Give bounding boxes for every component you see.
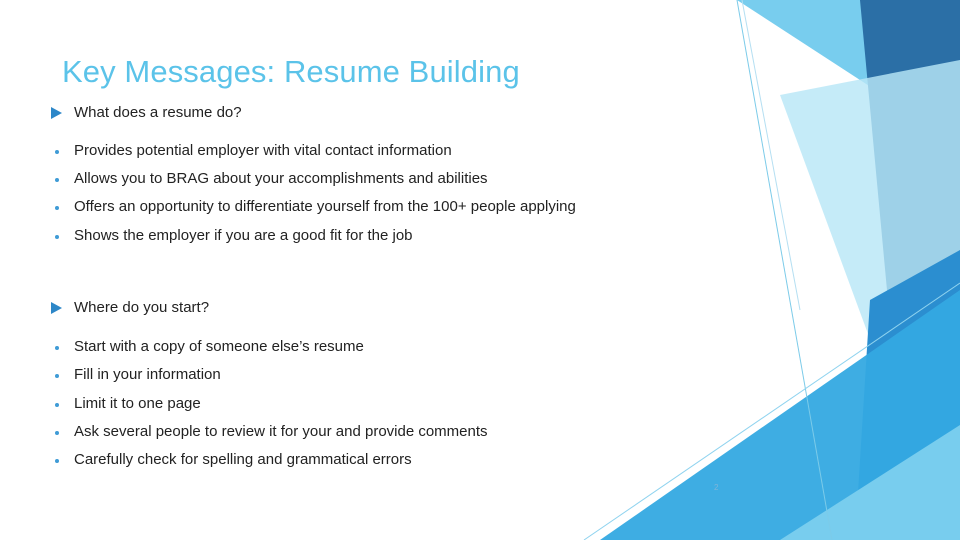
list-item-text: Carefully check for spelling and grammatical errors xyxy=(74,451,412,468)
list-item-text: Start with a copy of someone else’s resume xyxy=(74,338,364,355)
dot-icon xyxy=(55,150,59,154)
dot-icon xyxy=(55,403,59,407)
dot-icon xyxy=(55,374,59,378)
list-item-text: Limit it to one page xyxy=(74,395,201,412)
decor-line-diagonal-2 xyxy=(742,0,800,310)
list-item-text: Fill in your information xyxy=(74,366,221,383)
list-item-text: Shows the employer if you are a good fit for the job xyxy=(74,227,413,244)
page-number: 2 xyxy=(714,483,719,492)
section-heading-text: What does a resume do? xyxy=(74,104,242,121)
right-triangle-icon xyxy=(51,107,62,119)
dot-icon xyxy=(55,206,59,210)
right-triangle-icon xyxy=(51,302,62,314)
page-title: Key Messages: Resume Building xyxy=(62,54,520,89)
list-item-text: Offers an opportunity to differentiate yourself from the 100+ people applying xyxy=(74,198,576,215)
dot-icon xyxy=(55,235,59,239)
list-item-text: Ask several people to review it for your and provide comments xyxy=(74,423,488,440)
list-item-text: Provides potential employer with vital contact information xyxy=(74,142,452,159)
dot-icon xyxy=(55,431,59,435)
dot-icon xyxy=(55,459,59,463)
list-item-text: Allows you to BRAG about your accomplishments and abilities xyxy=(74,170,488,187)
dot-icon xyxy=(55,346,59,350)
dot-icon xyxy=(55,178,59,182)
section-heading-text: Where do you start? xyxy=(74,299,210,316)
